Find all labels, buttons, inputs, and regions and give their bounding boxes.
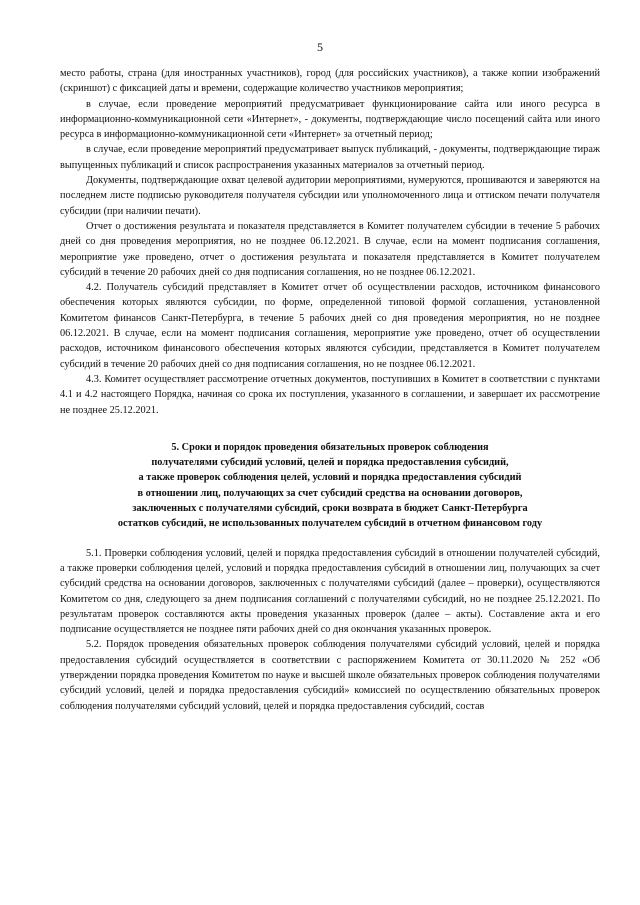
paragraph-result-report: Отчет о достижения результата и показателя представляется в Комитет получателем субсидии в течение 5 рабочих дней со дня проведения мероприятия, но не позднее 06.12.2021. В случае, если на момент подписания соглашения, мероприятие уже проведено, отчет о достижения результата и показателя представляется в Комитет получателем субсидий в течение 20 рабочих дней со дня подписания соглашения, но не позднее 06.12.2021. <box>60 220 600 278</box>
heading-line: заключенных с получателями субсидий, сроки возврата в бюджет Санкт-Петербурга <box>132 503 528 515</box>
paragraph-4-3-review: 4.3. Комитет осуществляет рассмотрение отчетных документов, поступивших в Комитет в соответствии с пунктами 4.1 и 4.2 настоящего Порядка, начиная со срока их поступления, указанного в соглашении, и завершает их рассмотрение не позднее 25.12.2021. <box>60 373 600 416</box>
paragraph-5-1-inspections: 5.1. Проверки соблюдения условий, целей и порядка предоставления субсидий в отношении получателей субсидий, а также проверки соблюдения целей, условий и порядка предоставления субсидий в отношении лиц, получающих за счет субсидий средства на основании договоров, заключенных с получателями субсидий (далее – проверки), осуществляются Комитетом со дня, следующего за днем подписания соглашений с получателями субсидий, но не позднее 25.12.2021. По результатам проверок составляются акты проведения указанных проверок (далее – акты). Составление акта и его подписание осуществляется не позднее пяти рабочих дней со дня окончания указанных проверок. <box>60 547 600 636</box>
page-number: 5 <box>317 40 323 54</box>
paragraph-website-visits: в случае, если проведение мероприятий предусматривает функционирование сайта или иного ресурса в информационно-коммуникационной сети «Интернет», - документы, подтверждающие число посещений сайта или иного ресурса в информационно-коммуникационной сети «Интернет» за отчетный период; <box>60 98 600 141</box>
heading-line: 5. Сроки и порядок проведения обязательных проверок соблюдения <box>171 441 489 453</box>
paragraph-5-2-inspection-procedure: 5.2. Порядок проведения обязательных проверок соблюдения получателями субсидий условий, целей и порядка предоставления субсидий осуществляется в соответствии с распоряжением Комитета от 30.11.2020 № 252 «Об утверждении порядка проведения Комитетом по науке и высшей школе обязательных проверок соблюдения получателями субсидий условий, целей и порядка предоставления субсидий» комиссией по осуществлению обязательных проверок соблюдения получателями субсидий условий, целей и порядка предоставления субсидий, состав <box>60 639 600 712</box>
document-body <box>60 66 600 714</box>
paragraph-publications: в случае, если проведение мероприятий предусматривает выпуск публикаций, - документы, подтверждающие тираж выпущенных публикаций и список распространения указанных материалов за отчетный период. <box>60 144 600 171</box>
paragraph-participants-data: место работы, страна (для иностранных участников), город (для российских участников), а также копии изображений (скриншот) с фиксацией даты и времени, содержащие количество участников мероприятия; <box>60 68 600 95</box>
spacer <box>60 532 600 546</box>
section-5-heading <box>60 440 600 532</box>
paragraph-4-2-expenses-report: 4.2. Получатель субсидий представляет в Комитет отчет об осуществлении расходов, источником финансового обеспечения которых являются субсидии, по форме, определенной типовой формой соглашения, установленной Комитетом финансов Санкт-Петербурга, в течение 5 рабочих дней со дня проведения мероприятия, но не позднее 06.12.2021. В случае, если на момент подписания соглашения, мероприятие уже проведено, отчет об осуществлении расходов, источником финансового обеспечения которых являются субсидии, представляется в Комитет получателем субсидий в течение 20 рабочих дней со дня подписания соглашения, но не позднее 06.12.2021. <box>60 282 600 370</box>
paragraph-audience-documents: Документы, подтверждающие охват целевой аудитории мероприятиями, нумеруются, прошиваются и заверяются на последнем листе подписью руководителя получателя субсидии или уполномоченного лица и оттиском печати получателя субсидии (при наличии печати). <box>60 175 600 217</box>
heading-line: остатков субсидий, не использованных получателем субсидий в отчетном финансовом году <box>117 518 543 530</box>
heading-line: в отношении лиц, получающих за счет субсидий средства на основании договоров, <box>137 487 523 499</box>
heading-line: получателями субсидий условий, целей и порядка предоставления субсидий, <box>151 457 509 469</box>
heading-line: а также проверок соблюдения целей, условий и порядка предоставления субсидий <box>138 472 522 484</box>
spacer <box>60 418 600 440</box>
